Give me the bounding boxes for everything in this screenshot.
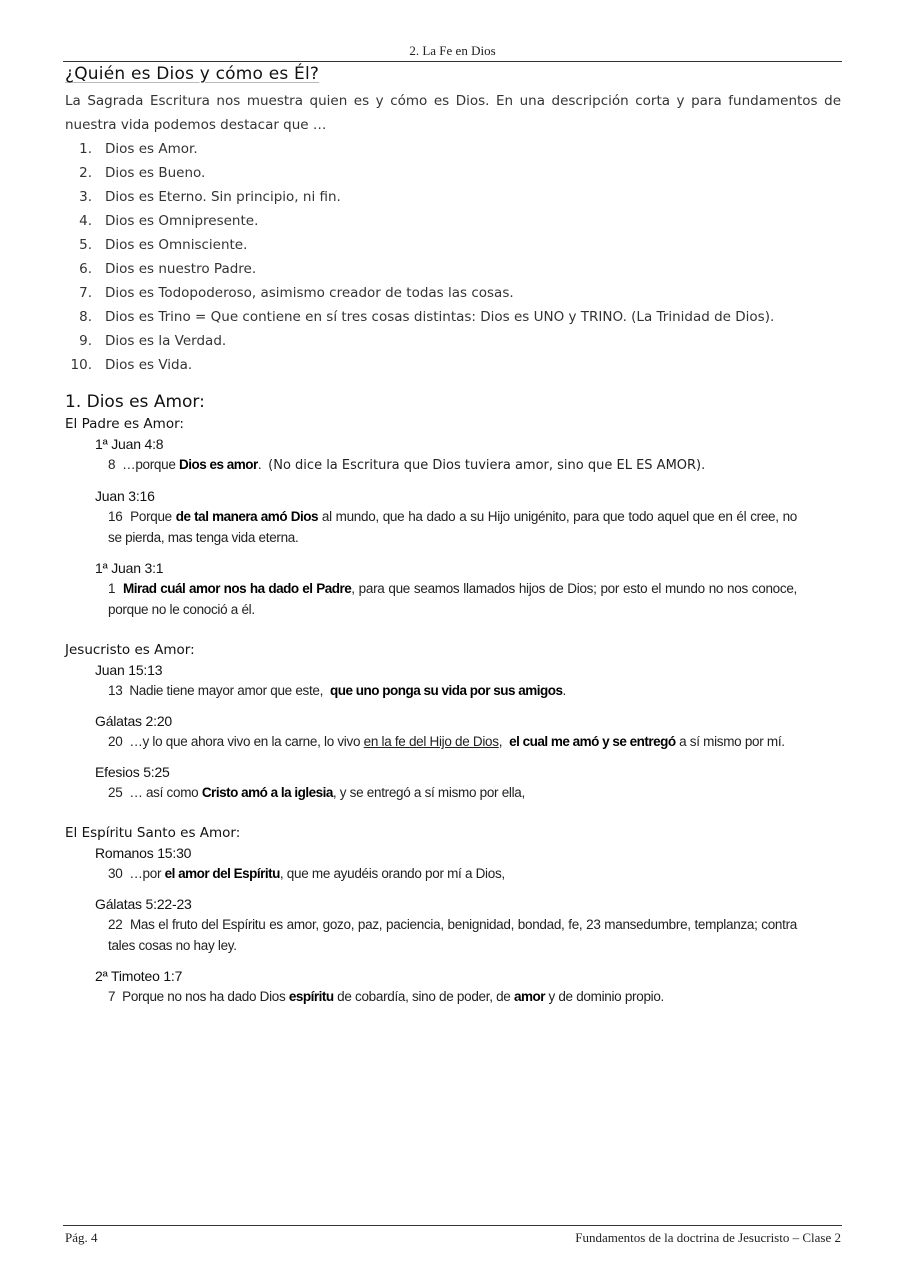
verse-reference: 2ª Timoteo 1:7	[95, 968, 183, 984]
verse-reference: 1ª Juan 3:1	[95, 560, 164, 576]
verse-reference: Efesios 5:25	[95, 764, 170, 780]
list-item: 4. Dios es Omnipresente.	[79, 213, 259, 229]
verse-reference: Gálatas 5:22-23	[95, 896, 192, 912]
list-item: 10. Dios es Vida.	[70, 357, 193, 373]
running-header: 2. La Fe en Dios	[409, 43, 496, 58]
header-rule	[63, 61, 842, 62]
section-title-god-is-love: 1. Dios es Amor:	[65, 392, 205, 412]
page-content	[65, 64, 841, 1019]
intro-paragraph: La Sagrada Escritura nos muestra quien es y cómo es Dios. En una descripción corta y para fundamentos de nuestra vida podemos destacar que …	[65, 93, 841, 133]
verse-text: 1 Mirad cuál amor nos ha dado el Padre, para que seamos llamados hijos de Dios; por esto el mundo no nos conoce, porque no le conoció a él.	[108, 581, 797, 617]
verse-text: 25 … así como Cristo amó a la iglesia, y se entregó a sí mismo por ella,	[108, 785, 525, 800]
section-title-who-is-god: ¿Quién es Dios y cómo es Él?	[65, 64, 320, 84]
list-item: 3. Dios es Eterno. Sin principio, ni fin.	[79, 189, 341, 205]
attributes-list	[65, 137, 841, 377]
verse-text: 13 Nadie tiene mayor amor que este, que uno ponga su vida por sus amigos.	[108, 683, 566, 698]
verse-reference: Juan 3:16	[95, 488, 155, 504]
verse-text: 22 Mas el fruto del Espíritu es amor, gozo, paz, paciencia, benignidad, bondad, fe, 23 mansedumbre, templanza; contra tales cosas no hay ley.	[108, 917, 797, 953]
subsection-title-jesus: Jesucristo es Amor:	[65, 642, 195, 658]
verse-reference: Romanos 15:30	[95, 845, 192, 861]
list-item: 8. Dios es Trino = Que contiene en sí tres cosas distintas: Dios es UNO y TRINO. (La Trinidad de Dios).	[79, 309, 775, 325]
subsection-title-father: El Padre es Amor:	[65, 416, 184, 432]
verse-text: 7 Porque no nos ha dado Dios espíritu de cobardía, sino de poder, de amor y de dominio propio.	[108, 989, 665, 1004]
verse-text: 8 …porque Dios es amor. (No dice la Escritura que Dios tuviera amor, sino que EL ES AMOR).	[108, 457, 706, 473]
footer-rule	[63, 1225, 842, 1226]
list-item: 6. Dios es nuestro Padre.	[79, 261, 257, 277]
list-item: 7. Dios es Todopoderoso, asimismo creador de todas las cosas.	[79, 285, 514, 301]
verse-text: 30 …por el amor del Espíritu, que me ayudéis orando por mí a Dios,	[108, 866, 505, 881]
verse-text: 20 …y lo que ahora vivo en la carne, lo vivo en la fe del Hijo de Dios, el cual me amó y se entregó a sí mismo por mí.	[108, 734, 785, 749]
page-number: Pág. 4	[65, 1230, 98, 1245]
verse-reference: Juan 15:13	[95, 662, 163, 678]
verse-text: 16 Porque de tal manera amó Dios al mundo, que ha dado a su Hijo unigénito, para que todo aquel que en él cree, no se pierda, mas tenga vida eterna.	[108, 509, 797, 545]
subsection-title-holy-spirit: El Espíritu Santo es Amor:	[65, 825, 241, 841]
list-item: 5. Dios es Omnisciente.	[79, 237, 248, 253]
verse-reference: Gálatas 2:20	[95, 713, 172, 729]
list-item: 9. Dios es la Verdad.	[79, 333, 227, 349]
course-title: Fundamentos de la doctrina de Jesucristo – Clase 2	[575, 1230, 841, 1245]
list-item: 2. Dios es Bueno.	[79, 165, 206, 181]
verse-reference: 1ª Juan 4:8	[95, 436, 164, 452]
list-item: 1. Dios es Amor.	[79, 141, 198, 157]
